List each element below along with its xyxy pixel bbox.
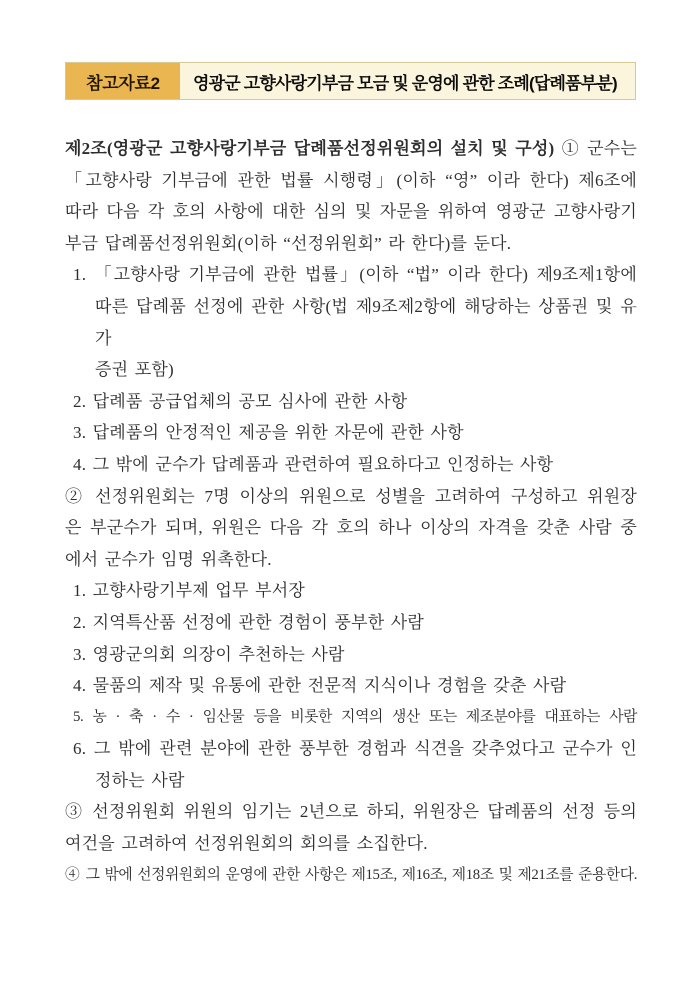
document-line: 따라 다음 각 호의 사항에 대한 심의 및 자문을 위하여 영광군 고향사랑기 bbox=[65, 202, 637, 222]
document-line: 3. 답례품의 안정적인 제공을 위한 자문에 관한 사항 bbox=[73, 423, 464, 443]
document-line: 여건을 고려하여 선정위원회의 회의를 소집한다. bbox=[65, 834, 428, 854]
document-line: 5. 농 · 축 · 수 · 임산물 등을 비롯한 지역의 생산 또는 제조분야를 대표하는 사람 bbox=[73, 708, 637, 725]
document-line: 은 부군수가 되며, 위원은 다음 각 호의 하나 이상의 자격을 갖춘 사람 중 bbox=[65, 518, 637, 538]
document-line: 정하는 사람 bbox=[95, 770, 185, 790]
document-title: 영광군 고향사랑기부금 모금 및 운영에 관한 조례(답례품부분) bbox=[193, 73, 617, 93]
document-body bbox=[65, 133, 637, 891]
document-line: 1. 고향사랑기부제 업무 부서장 bbox=[73, 581, 305, 601]
reference-tag: 참고자료2 bbox=[66, 63, 180, 99]
document-line: 2. 답례품 공급업체의 공모 심사에 관한 사항 bbox=[73, 391, 408, 411]
document-line: 2. 지역특산품 선정에 관한 경험이 풍부한 사람 bbox=[73, 612, 425, 632]
document-line: ④ 그 밖에 선정위원회의 운영에 관한 사항은 제15조, 제16조, 제18조 및 제21조를 준용한다. bbox=[65, 866, 637, 883]
document-line: 「고향사랑 기부금에 관한 법률 시행령」(이하 “영” 이라 한다) 제6조에 bbox=[65, 170, 637, 190]
document-line: ③ 선정위원회 위원의 임기는 2년으로 하되, 위원장은 답례품의 선정 등의 bbox=[65, 802, 637, 822]
article-heading: 제2조(영광군 고향사랑기부금 답례품선정위원회의 설치 및 구성) bbox=[65, 139, 555, 158]
document-line: 부금 답례품선정위원회(이하 “선정위원회” 라 한다)를 둔다. bbox=[65, 233, 512, 253]
document-line: 제2조(영광군 고향사랑기부금 답례품선정위원회의 설치 및 구성) ① 군수는 bbox=[65, 139, 638, 158]
document-line: 3. 영광군의회 의장이 추천하는 사람 bbox=[73, 644, 345, 664]
document-line: 4. 그 밖에 군수가 답례품과 관련하여 필요하다고 인정하는 사항 bbox=[73, 454, 554, 474]
document-line: 4. 물품의 제작 및 유통에 관한 전문적 지식이나 경험을 갖춘 사람 bbox=[73, 676, 567, 696]
document-line: 1. 「고향사랑 기부금에 관한 법률」(이하 “법” 이라 한다) 제9조제1항에 bbox=[73, 265, 637, 285]
document-line: 증권 포함) bbox=[95, 360, 174, 380]
document-line: ② 선정위원회는 7명 이상의 위원으로 성별을 고려하여 구성하고 위원장 bbox=[65, 486, 637, 506]
document-line: 에서 군수가 임명 위촉한다. bbox=[65, 549, 272, 569]
document-line: 6. 그 밖에 관련 분야에 관한 풍부한 경험과 식견을 갖추었다고 군수가 인 bbox=[73, 739, 637, 759]
header-bar bbox=[65, 62, 636, 100]
document-line: 따른 답례품 선정에 관한 사항(법 제9조제2항에 해당하는 상품권 및 유가 bbox=[95, 296, 637, 348]
